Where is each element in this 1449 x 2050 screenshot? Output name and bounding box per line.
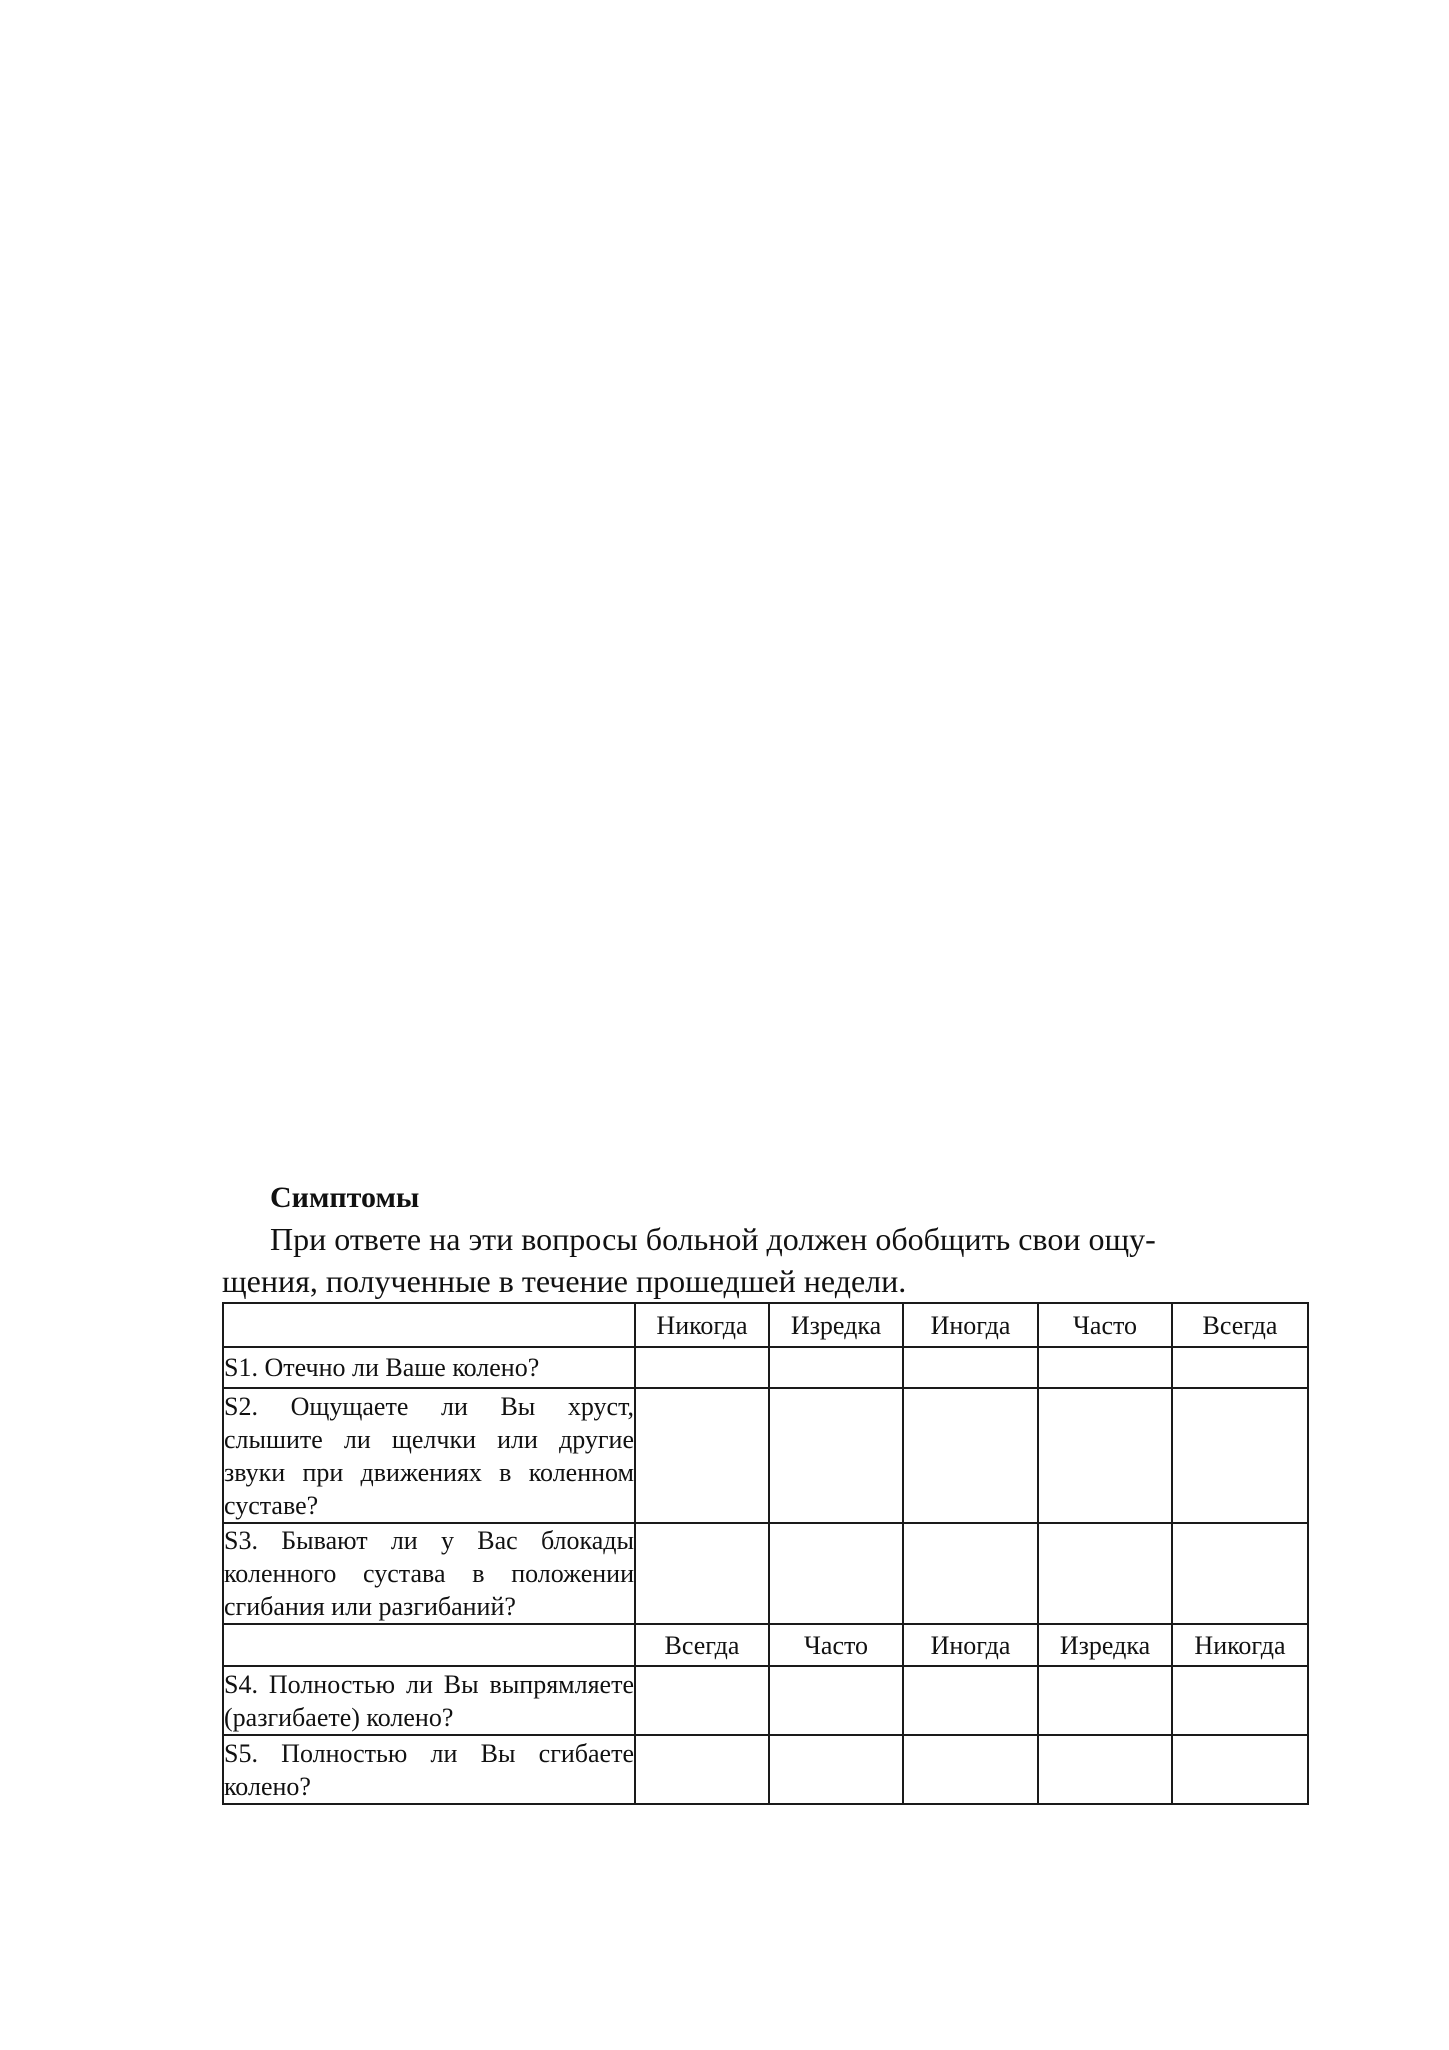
answer-cell[interactable] — [769, 1347, 903, 1388]
answer-cell[interactable] — [1038, 1666, 1172, 1735]
column-header: Всегда — [635, 1624, 769, 1666]
column-header: Иногда — [903, 1303, 1038, 1347]
column-header: Изредка — [1038, 1624, 1172, 1666]
question-s1: S1. Отечно ли Ваше колено? — [223, 1347, 635, 1388]
column-header: Всегда — [1172, 1303, 1308, 1347]
answer-cell[interactable] — [903, 1347, 1038, 1388]
answer-cell[interactable] — [1038, 1735, 1172, 1804]
question-s2: S2. Ощущаете ли Вы хруст, слышите ли щелчки или другие звуки при движениях в коленном суставе? — [223, 1388, 635, 1523]
question-s5: S5. Полностью ли Вы сгибаете колено? — [223, 1735, 635, 1804]
intro-line-1: При ответе на эти вопросы больной должен обобщить свои ощу- — [270, 1221, 1156, 1257]
answer-cell[interactable] — [1172, 1347, 1308, 1388]
column-header: Никогда — [1172, 1624, 1308, 1666]
table-header-row — [223, 1624, 1308, 1666]
header-empty-cell — [223, 1303, 635, 1347]
table-header-row — [223, 1303, 1308, 1347]
answer-cell[interactable] — [903, 1388, 1038, 1523]
intro-line-2: щения, полученные в течение прошедшей недели. — [222, 1263, 907, 1299]
answer-cell[interactable] — [1172, 1666, 1308, 1735]
answer-cell[interactable] — [769, 1735, 903, 1804]
column-header: Часто — [769, 1624, 903, 1666]
answer-cell[interactable] — [1038, 1347, 1172, 1388]
table-row — [223, 1347, 1308, 1388]
answer-cell[interactable] — [1172, 1388, 1308, 1523]
question-s4: S4. Полностью ли Вы выпрямляете (разгибаете) колено? — [223, 1666, 635, 1735]
table-row — [223, 1523, 1308, 1624]
answer-cell[interactable] — [1038, 1523, 1172, 1624]
section-intro — [222, 1218, 1310, 1302]
answer-cell[interactable] — [903, 1735, 1038, 1804]
answer-cell[interactable] — [1172, 1523, 1308, 1624]
answer-cell[interactable] — [903, 1666, 1038, 1735]
question-s3: S3. Бывают ли у Вас блокады коленного сустава в положении сгибания или разгибаний? — [223, 1523, 635, 1624]
answer-cell[interactable] — [769, 1523, 903, 1624]
answer-cell[interactable] — [635, 1735, 769, 1804]
answer-cell[interactable] — [903, 1523, 1038, 1624]
answer-cell[interactable] — [635, 1388, 769, 1523]
answer-cell[interactable] — [769, 1666, 903, 1735]
answer-cell[interactable] — [769, 1388, 903, 1523]
table-row — [223, 1666, 1308, 1735]
answer-cell[interactable] — [635, 1666, 769, 1735]
header-empty-cell — [223, 1624, 635, 1666]
column-header: Иногда — [903, 1624, 1038, 1666]
column-header: Часто — [1038, 1303, 1172, 1347]
answer-cell[interactable] — [635, 1347, 769, 1388]
answer-cell[interactable] — [1172, 1735, 1308, 1804]
symptoms-table — [222, 1302, 1309, 1805]
table-row — [223, 1735, 1308, 1804]
column-header: Изредка — [769, 1303, 903, 1347]
answer-cell[interactable] — [635, 1523, 769, 1624]
column-header: Никогда — [635, 1303, 769, 1347]
table-row — [223, 1388, 1308, 1523]
section-heading: Симптомы — [270, 1181, 420, 1214]
answer-cell[interactable] — [1038, 1388, 1172, 1523]
